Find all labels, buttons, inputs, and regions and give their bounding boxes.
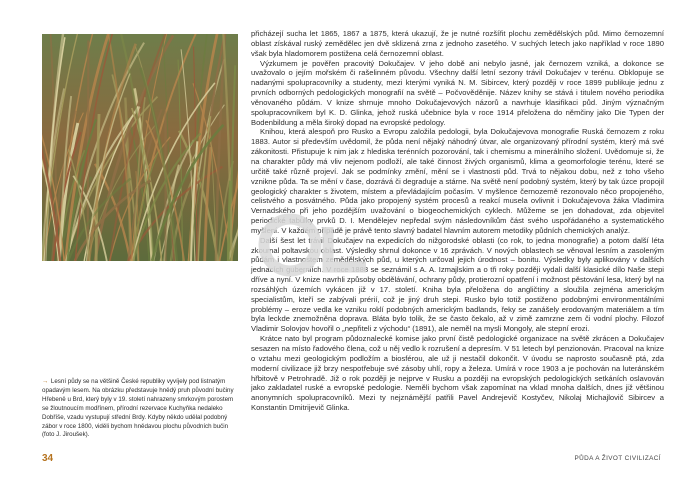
paragraph-4: Další šest let trávil Dokučajev na expedicích do nižgorodské oblasti (co rok, to jedna monografie) a potom další léta zkoumal poltavskou oblast. Výsledky shrnul dokonce v 16 zprávách. V nových oblastech se věnoval lesním a zasoleným půdám i vlastnostem zemědělských půd, u kterých určoval jejich úrodnost – bonitu. Výsledky byly aplikovány v dalších jednacích guberniích. V roce 1888 se seznámil s A. A. Izmajlskim a o tři roky později vydali další klasické dílo Naše stepi dříve a nyní. V knize navrhli způsoby obdělávání, ochrany půdy, protierozní opatření i možnost pěstování lesa, který byl na rozsáhlých územích vykácen již v 17. století. Kniha byla přeložena do angličtiny a sloužila zejména americkým specialistům, kteří se zabývali prérií, což je jiný druh stepi. Rusko bylo totiž postiženo podobnými environmentálními problémy – eroze vedla ke vzniku roklí podobných americkým badlands, řeky se zanášely erodovaným materiálem a tím byla leckde znemožněna doprava. Bláta bylo tolik, že se často čekalo, až v zimě zamrzne zem či vodní plochy. Filozof Vladimir Solovjov hovořil o „nepřiteli z východu“ (1891), ale neměl na mysli Mongoly, ale stepní erozi. <box>251 235 664 334</box>
paragraph-3: Knihou, která alespoň pro Rusko a Evropu založila pedologii, byla Dokučajevova monografie Ruská černozem z roku 1883. Autor si především uvědomil, že půda není nějaký náhodný útvar, ale organizovaný přírodní systém, který má své zákonitosti. Přistupuje k nim jak z hlediska terénních pozorování, tak i chemismu a minerálního složení. Uvědomuje si, že na charakter půdy má vliv nejenom podloží, ale také činnost živých organismů, klima a geomorfologie terénu, které se určitě také různě projeví. Jak se podmínky změní, mění se i vlastnosti půd. Trvá to nějakou dobu, než z toho všeho vznikne půda. Ta se mění v čase, dozrává či degraduje a stárne. Na světě není podobný systém, který by tak úzce propojil geologický charakter s životem, místem a převládajícím počasím. V myšlence černozemě rezonovalo něco propojeného, celistvého a posvátného. Půda jako propojený systém procesů a reakcí musela ovlivnit i Dokučajevova žáka Vladimira Vernadského při jeho pozdějším uvažování o biogeochemických cyklech. Můžeme se jen dohadovat, zda objevitel periodické tabulky prvků D. I. Mendělejev nepředal svým následovníkům část svého uspořádaného a systematického myšlení. V každém případě je právě tento slavný badatel hlavním autorem metodiky půdních chemických analýz. <box>251 127 664 235</box>
watermark-logo <box>258 205 378 285</box>
running-footer: PŮDA A ŽIVOT CIVILIZACÍ <box>574 455 661 462</box>
paragraph-5: Krátce nato byl program půdoznalecké komise jako první čistě pedologické organizace na světě zkrácen a Dokučajev sesazen na místo řadového člena, což u něj vedlo k rozrušení a depresím. V 51 letech byl penzionován. Pracoval na knize o vztahu mezi geologickým podložím a biosférou, ale už ji nestačil dokončit. V úvodu se naprosto současně ptá, zda moderní civilizace již brzy nespotřebuje své zásoby uhlí, ropy a železa. Umírá v roce 1903 a je pochován na luteránském hřbitově v Petrohradě. Již o rok později je nejprve v Rusku a později na evropských pedologických setkáních oslavován jako zakladatel ruské a evropské pedologie. Neměli bychom však zapomínat na vklad mnoha dalších, dnes již většinou anonymních spolupracovníků. Mezi ty nejznámější patřili Pavel Andrejevič Kostyčev, Nikolaj Michajlovič Sibircev a Konstantin Dmitrijevič Glinka. <box>251 334 664 413</box>
grass-photo <box>42 34 238 261</box>
paragraph-1: přicházejí sucha let 1865, 1867 a 1875, která ukazují, že je nutné rozšířit plochu zemědělských půd. Mimo černozemní oblast získával ruský zemědělec jen dvě sklizená zrna z jednoho zasetého. V suchých letech jako například v roce 1890 však byla hladomorem postižena celá černozemní oblast. <box>251 29 664 58</box>
caption-text: Lesní půdy se na většině České republiky vyvíjely pod listnatým opadavým lesem. Na obrázku představuje hnědý pruh původní bučiny Hřebeně u Brd, který byly v 19. století nahrazeny smrkovým porostem se žloutnoucím modřínem, přírodní rezervace Kuchyňka nedaleko Dobříše, vzadu vystupují střední Brdy. Kdyby někdo udělal podobný zábor v roce 1800, viděli bychom hnědavou plochu původních bučin (foto J. Jiroušek). <box>42 378 234 439</box>
caption-arrow-icon: → <box>42 378 49 385</box>
photo-caption <box>42 378 238 440</box>
page-number: 34 <box>42 453 54 464</box>
paragraph-2: Výzkumem je pověřen pracovitý Dokučajev. V jeho době ani nebylo jasné, jak černozem vzniká, a dokonce se uvažovalo o jejím mořském či rašelinném původu. Všechny další letní sezony trávil Dokučajev v terénu. Obklopuje se nadanými spolupracovníky a studenty, mezi kterými vyniká N. M. Sibircev, který později v roce 1899 publikuje jednu z prvních odborných pedologických monografií na světě – Počvověděnije. Název knihy se stává i titulem nového periodika věnovaného půdám. V knize shrnuje mnoho Dokučajevových názorů a navrhuje klasifikaci půd. Jiným význačným spolupracovníkem byl K. D. Glinka, jehož ruská učebnice byla v roce 1914 přeložena do němčiny jako Die Typen der Bodenbildung a měla široký dopad na evropské pedology. <box>251 58 664 127</box>
grass-illustration <box>42 34 238 261</box>
